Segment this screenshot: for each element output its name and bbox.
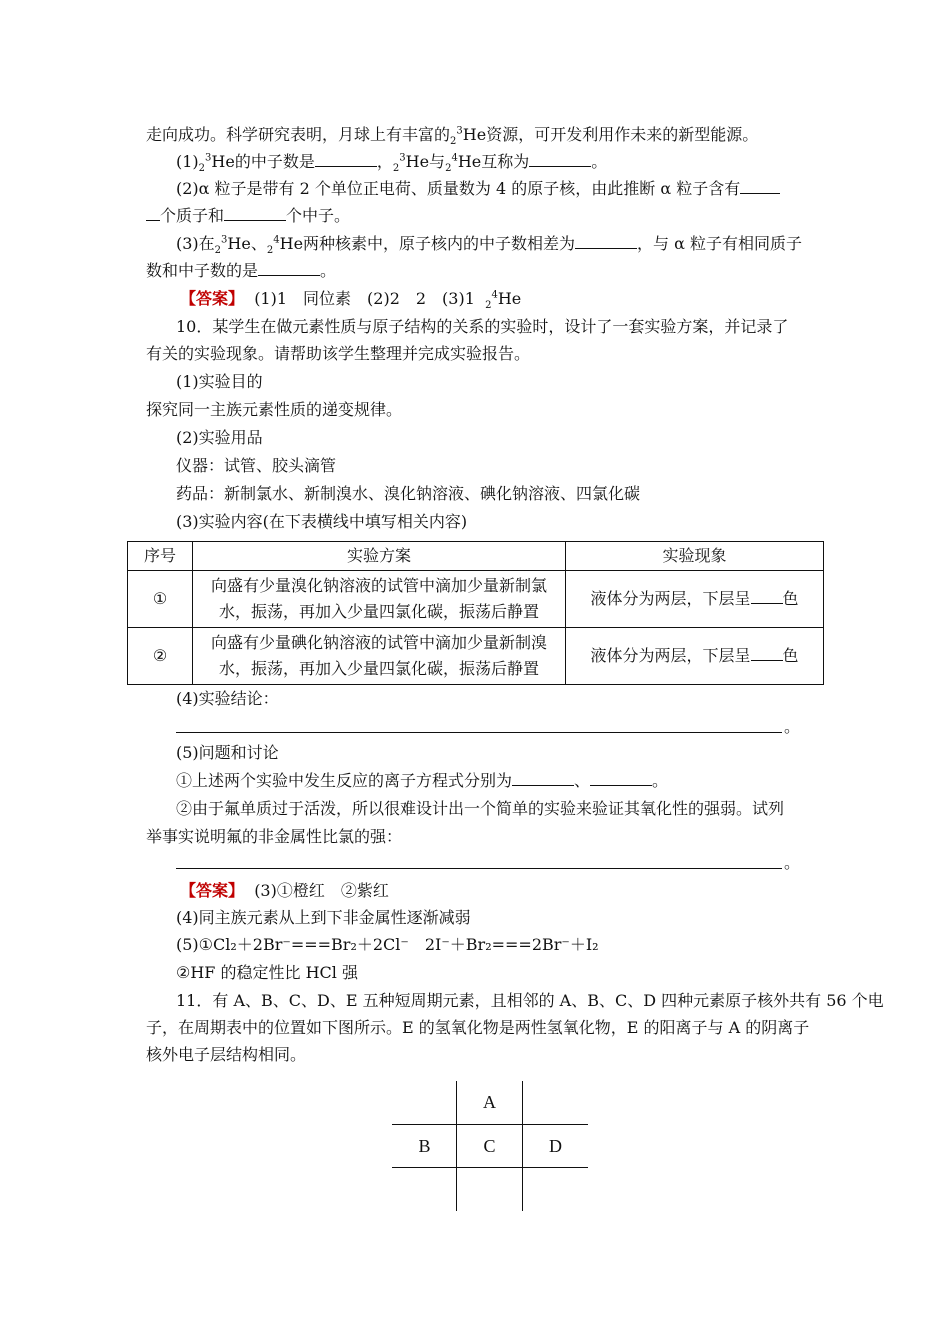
q10-section-4: (4)实验结论：	[176, 689, 279, 708]
q5a-sep: 、	[574, 771, 591, 790]
q10-instruments: 仪器：试管、胶头滴管	[176, 456, 337, 475]
observation-cell	[566, 571, 824, 628]
element-a: A	[483, 1092, 496, 1112]
periodic-position-grid	[392, 1081, 588, 1211]
answer-2-line-2: (4)同主族元素从上到下非金属性逐渐减弱	[176, 908, 471, 927]
helium-symbol: He	[462, 125, 487, 144]
answer-blank[interactable]	[751, 589, 783, 604]
answer-blank[interactable]	[590, 771, 652, 786]
answer-blank[interactable]	[575, 234, 637, 249]
fluorine-period: 。	[784, 853, 801, 872]
helium-symbol: He	[279, 234, 304, 253]
q2-text: (2)α 粒子是带有 2 个单位正电荷、质量数为 4 的原子核，由此推断 α 粒子含有	[176, 179, 741, 198]
observation-text: 液体分为两层，下层呈	[590, 589, 751, 608]
answer-2-line-4: ②HF 的稳定性比 HCl 强	[176, 963, 358, 982]
q1-text-c: 互称为	[481, 152, 530, 171]
q1-text-b: 与	[429, 152, 446, 171]
plan-line: 向盛有少量溴化钠溶液的试管中滴加少量新制氯	[210, 576, 547, 595]
answer-blank[interactable]	[146, 206, 160, 221]
helium-symbol: He	[497, 289, 522, 308]
answer-2-line-3: (5)①Cl₂＋2Br⁻===Br₂＋2Cl⁻ 2I⁻＋Br₂===2Br⁻＋I₂	[176, 935, 599, 954]
q10-line-2: 有关的实验现象。请帮助该学生整理并完成实验报告。	[146, 344, 531, 363]
q2-text-c: 个中子。	[286, 206, 351, 225]
q1-period: 。	[591, 152, 608, 171]
q1-text: 的中子数是	[234, 152, 315, 171]
fluorine-answer-line[interactable]	[176, 868, 782, 869]
answer-blank[interactable]	[315, 152, 377, 167]
intro-text: 走向成功。科学研究表明，月球上有丰富的	[146, 125, 451, 144]
mass-number: 4	[273, 234, 280, 246]
row-number: ②	[128, 628, 193, 685]
conclusion-answer-line[interactable]	[176, 732, 782, 733]
q11-line-1: 11．有 A、B、C、D、E 五种短周期元素，且相邻的 A、B、C、D 四种元素原子核外共有 56 个电	[176, 991, 884, 1010]
q3-period: 。	[320, 261, 337, 280]
answer-1-text: (1)1 同位素 (2)2 2 (3)1	[254, 289, 475, 308]
observation-text: 液体分为两层，下层呈	[590, 646, 751, 665]
answer-blank[interactable]	[224, 206, 286, 221]
q10-section-3: (3)实验内容(在下表横线中填写相关内容)	[176, 512, 468, 531]
q3-text-b: 两种核素中，原子核内的中子数相差为	[303, 234, 576, 253]
answer-blank[interactable]	[512, 771, 574, 786]
table-header-cell: 序号	[128, 542, 193, 571]
intro-line	[146, 124, 758, 146]
helium-symbol: He	[211, 152, 235, 171]
answer-blank[interactable]	[529, 152, 591, 167]
table-header-cell: 实验方案	[193, 542, 566, 571]
mass-number: 4	[451, 152, 458, 164]
mass-number: 3	[205, 152, 212, 164]
question-2-cont	[146, 205, 350, 227]
plan-line: 向盛有少量碘化钠溶液的试管中滴加少量新制溴	[210, 633, 547, 652]
observation-cell	[566, 628, 824, 685]
atomic-number: 2	[445, 163, 452, 175]
plan-cell	[193, 628, 566, 685]
q1-comma: ，	[376, 152, 393, 171]
question-2	[176, 178, 780, 200]
q10-section-5: (5)问题和讨论	[176, 743, 279, 762]
q10-question-5b: ②由于氟单质过于活泼，所以很难设计出一个简单的实验来验证其氧化性的强弱。试列	[176, 799, 785, 818]
answer-1	[180, 288, 521, 310]
q10-section-1: (1)实验目的	[176, 372, 263, 391]
q3-text: (3)在	[176, 234, 215, 253]
q2-text-b: 个质子和	[160, 206, 225, 225]
q10-reagents: 药品：新制氯水、新制溴水、溴化钠溶液、碘化钠溶液、四氯化碳	[176, 484, 641, 503]
q5a-text: ①上述两个实验中发生反应的离子方程式分别为	[176, 771, 513, 790]
atomic-number: 2	[214, 245, 222, 257]
answer-blank[interactable]	[751, 646, 783, 661]
question-3-cont	[146, 260, 336, 282]
q10-question-5b-cont: 举事实说明氟的非金属性比氯的强：	[146, 827, 403, 846]
mass-number: 3	[399, 152, 406, 164]
table-row	[128, 571, 824, 628]
intro-text-end: 资源，可开发利用作未来的新型能源。	[486, 125, 759, 144]
question-1	[176, 151, 607, 173]
element-b: B	[418, 1136, 431, 1156]
q10-section-2: (2)实验用品	[176, 428, 263, 447]
atomic-number: 2	[198, 163, 206, 175]
answer-2-line: (3)①橙红 ②紫红	[254, 881, 389, 900]
atomic-number: 2	[392, 163, 400, 175]
mass-number: 3	[456, 125, 463, 137]
helium-symbol: He	[405, 152, 430, 171]
q11-line-2: 子，在周期表中的位置如下图所示。E 的氢氧化物是两性氢氧化物，E 的阳离子与 A 的阴离子	[146, 1018, 810, 1037]
q1-number: (1)	[176, 152, 199, 171]
answer-blank[interactable]	[740, 179, 780, 194]
element-d: D	[549, 1136, 562, 1156]
answer-tag: 【答案】	[180, 289, 245, 308]
plan-line: 水，振荡，再加入少量四氯化碳，振荡后静置	[218, 659, 539, 678]
experiment-table	[127, 541, 824, 685]
table-row	[128, 628, 824, 685]
q10-line-1: 10．某学生在做元素性质与原子结构的关系的实验时，设计了一套实验方案，并记录了	[176, 317, 789, 336]
element-c: C	[483, 1136, 496, 1156]
q3-text-c: ，与 α 粒子有相同质子	[637, 234, 803, 253]
table-header-cell: 实验现象	[566, 542, 824, 571]
row-number: ①	[128, 571, 193, 628]
conclusion-period: 。	[784, 717, 801, 736]
answer-blank[interactable]	[258, 261, 320, 276]
answer-2	[180, 880, 389, 902]
q5a-period: 。	[652, 771, 669, 790]
separator: 、	[250, 234, 267, 253]
question-3	[176, 233, 802, 255]
q11-line-3: 核外电子层结构相同。	[146, 1045, 307, 1064]
plan-cell	[193, 571, 566, 628]
helium-symbol: He	[227, 234, 251, 253]
atomic-number: 2	[485, 300, 492, 312]
mass-number: 3	[221, 234, 228, 246]
observation-suffix: 色	[782, 646, 799, 665]
observation-suffix: 色	[782, 589, 799, 608]
table-header-row	[128, 542, 824, 571]
q3-text-d: 数和中子数的是	[146, 261, 259, 280]
atomic-number: 2	[450, 136, 457, 148]
mass-number: 4	[491, 289, 498, 301]
q10-question-5a	[176, 770, 668, 792]
q10-purpose: 探究同一主族元素性质的递变规律。	[146, 400, 403, 419]
atomic-number: 2	[266, 245, 274, 257]
plan-line: 水，振荡，再加入少量四氯化碳，振荡后静置	[218, 602, 539, 621]
helium-symbol: He	[457, 152, 482, 171]
answer-tag: 【答案】	[180, 881, 245, 900]
